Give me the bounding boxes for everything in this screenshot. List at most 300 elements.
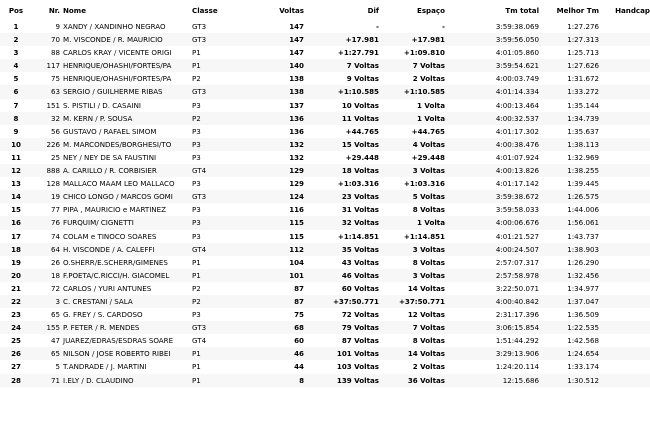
cell-voltas: 104 — [244, 256, 304, 269]
cell-tm-total: 3:29:13.906 — [445, 347, 539, 360]
cell-espaco: +1:10.585 — [379, 85, 445, 98]
header-espaco[interactable]: Espaço — [416, 5, 445, 15]
cell-nr: 32 — [32, 112, 60, 125]
cell-tm-total: 4:00:13.464 — [445, 99, 539, 112]
cell-dif: 35 Voltas — [304, 243, 379, 256]
cell-voltas: 115 — [244, 216, 304, 229]
cell-dif: 11 Voltas — [304, 112, 379, 125]
cell-espaco: 2 Voltas — [379, 72, 445, 85]
cell-espaco: +44.765 — [379, 125, 445, 138]
cell-espaco: 1 Volta — [379, 99, 445, 112]
cell-nr: 155 — [32, 321, 60, 334]
cell-handcap — [599, 203, 650, 216]
cell-melhor-tm: 1:38.113 — [539, 138, 599, 151]
cell-pos: 3 — [0, 46, 32, 59]
cell-voltas: 101 — [244, 269, 304, 282]
cell-voltas: 75 — [244, 308, 304, 321]
cell-nome: SERGIO / GUILHERME RIBAS — [60, 85, 192, 98]
cell-melhor-tm: 1:26.290 — [539, 256, 599, 269]
cell-dif: 9 Voltas — [304, 72, 379, 85]
cell-melhor-tm: 1:43.737 — [539, 230, 599, 243]
cell-tm-total: 2:57:58.978 — [445, 269, 539, 282]
table-row[interactable] — [0, 308, 650, 321]
cell-espaco: 3 Voltas — [379, 269, 445, 282]
cell-voltas: 147 — [244, 46, 304, 59]
cell-tm-total: 4:00:32.537 — [445, 112, 539, 125]
cell-dif: 72 Voltas — [304, 308, 379, 321]
cell-voltas: 68 — [244, 321, 304, 334]
cell-pos: 17 — [0, 230, 32, 243]
cell-dif: 10 Voltas — [304, 99, 379, 112]
cell-classe: P1 — [192, 256, 244, 269]
cell-handcap — [599, 334, 650, 347]
cell-nome: HENRIQUE/OHASHI/FORTES/PA — [60, 59, 192, 72]
table-row[interactable] — [0, 164, 650, 177]
cell-tm-total: 3:22:50.071 — [445, 282, 539, 295]
cell-pos: 11 — [0, 151, 32, 164]
table-row[interactable] — [0, 256, 650, 269]
cell-dif: +1:10.585 — [304, 85, 379, 98]
table-row[interactable] — [0, 99, 650, 112]
cell-classe: P2 — [192, 72, 244, 85]
cell-voltas: 87 — [244, 282, 304, 295]
cell-pos: 4 — [0, 59, 32, 72]
cell-pos: 21 — [0, 282, 32, 295]
cell-classe: P1 — [192, 374, 244, 387]
table-row[interactable] — [0, 347, 650, 360]
cell-handcap — [599, 282, 650, 295]
cell-voltas: 46 — [244, 347, 304, 360]
cell-voltas: 140 — [244, 59, 304, 72]
cell-melhor-tm: 1:35.144 — [539, 99, 599, 112]
cell-dif: 101 Voltas — [304, 347, 379, 360]
cell-espaco: +1:03.316 — [379, 177, 445, 190]
cell-nr: 70 — [32, 33, 60, 46]
cell-pos: 13 — [0, 177, 32, 190]
cell-pos: 24 — [0, 321, 32, 334]
cell-dif: 31 Voltas — [304, 203, 379, 216]
cell-voltas: 129 — [244, 177, 304, 190]
table-row[interactable] — [0, 72, 650, 85]
cell-nr: 64 — [32, 243, 60, 256]
cell-dif: +44.765 — [304, 125, 379, 138]
cell-classe: P3 — [192, 138, 244, 151]
cell-classe: GT4 — [192, 334, 244, 347]
cell-nome: I.ELY / D. CLAUDINO — [60, 374, 192, 387]
cell-voltas: 136 — [244, 125, 304, 138]
cell-nome: O.SHERR/E.SCHERR/GIMENES — [60, 256, 192, 269]
cell-nr: 65 — [32, 308, 60, 321]
cell-nr: 72 — [32, 282, 60, 295]
cell-nome: T.ANDRADE / J. MARTINI — [60, 360, 192, 373]
cell-melhor-tm: 1:38.255 — [539, 164, 599, 177]
cell-classe: GT3 — [192, 33, 244, 46]
cell-nr: 88 — [32, 46, 60, 59]
cell-espaco: 5 Voltas — [379, 190, 445, 203]
cell-melhor-tm: 1:31.672 — [539, 72, 599, 85]
cell-pos: 7 — [0, 99, 32, 112]
cell-nome: NEY / NEY DE SA FAUSTINI — [60, 151, 192, 164]
cell-classe: GT3 — [192, 85, 244, 98]
cell-nome: P. FETER / R. MENDES — [60, 321, 192, 334]
cell-tm-total: 4:00:24.507 — [445, 243, 539, 256]
cell-melhor-tm: 1:34.977 — [539, 282, 599, 295]
cell-dif: +17.981 — [304, 33, 379, 46]
cell-classe: P1 — [192, 347, 244, 360]
cell-espaco: 1 Volta — [379, 112, 445, 125]
cell-handcap — [599, 177, 650, 190]
cell-melhor-tm: 1:39.445 — [539, 177, 599, 190]
results-body — [0, 20, 650, 387]
cell-espaco: 7 Voltas — [379, 59, 445, 72]
cell-espaco: 4 Voltas — [379, 138, 445, 151]
cell-melhor-tm: 1:42.568 — [539, 334, 599, 347]
cell-melhor-tm: 1:25.713 — [539, 46, 599, 59]
cell-tm-total: 4:01:07.924 — [445, 151, 539, 164]
cell-espaco: 3 Voltas — [379, 243, 445, 256]
table-row[interactable] — [0, 321, 650, 334]
cell-handcap — [599, 112, 650, 125]
cell-handcap — [599, 269, 650, 282]
cell-tm-total: 4:01:17.142 — [445, 177, 539, 190]
cell-pos: 15 — [0, 203, 32, 216]
cell-nr: 226 — [32, 138, 60, 151]
cell-handcap — [599, 256, 650, 269]
cell-tm-total: 3:06:15.854 — [445, 321, 539, 334]
cell-handcap — [599, 308, 650, 321]
cell-classe: P1 — [192, 360, 244, 373]
table-row[interactable] — [0, 295, 650, 308]
cell-nome: COLAM e TINOCO SOARES — [60, 230, 192, 243]
cell-melhor-tm: 1:27.313 — [539, 33, 599, 46]
cell-pos: 18 — [0, 243, 32, 256]
cell-classe: P2 — [192, 112, 244, 125]
cell-nr: 56 — [32, 125, 60, 138]
cell-voltas: 112 — [244, 243, 304, 256]
cell-classe: P3 — [192, 99, 244, 112]
cell-handcap — [599, 321, 650, 334]
cell-voltas: 138 — [244, 72, 304, 85]
cell-pos: 1 — [0, 20, 32, 33]
cell-classe: P3 — [192, 125, 244, 138]
cell-classe: P1 — [192, 46, 244, 59]
cell-espaco: 1 Volta — [379, 216, 445, 229]
cell-classe: GT4 — [192, 164, 244, 177]
table-row[interactable] — [0, 138, 650, 151]
cell-tm-total: 2:57:07.317 — [445, 256, 539, 269]
cell-classe: P3 — [192, 203, 244, 216]
cell-voltas: 124 — [244, 190, 304, 203]
header-melhor-tm[interactable]: Melhor Tm — [556, 5, 599, 15]
header-pos[interactable]: Pos — [8, 5, 24, 15]
table-row[interactable] — [0, 59, 650, 72]
cell-voltas: 132 — [244, 138, 304, 151]
cell-handcap — [599, 360, 650, 373]
table-row[interactable] — [0, 282, 650, 295]
header-nr[interactable]: Nr. — [48, 5, 60, 15]
cell-tm-total: 4:00:03.749 — [445, 72, 539, 85]
cell-espaco: 14 Voltas — [379, 282, 445, 295]
cell-handcap — [599, 72, 650, 85]
cell-dif: 103 Voltas — [304, 360, 379, 373]
cell-espaco: +37:50.771 — [379, 295, 445, 308]
cell-pos: 25 — [0, 334, 32, 347]
cell-classe: P1 — [192, 59, 244, 72]
cell-dif: 43 Voltas — [304, 256, 379, 269]
cell-nr: 26 — [32, 256, 60, 269]
cell-melhor-tm: 1:30.512 — [539, 374, 599, 387]
cell-nome: GUSTAVO / RAFAEL SIMOM — [60, 125, 192, 138]
table-row[interactable] — [0, 374, 650, 387]
table-row[interactable] — [0, 334, 650, 347]
cell-melhor-tm: 1:36.509 — [539, 308, 599, 321]
cell-nome: CHICO LONGO / MARCOS GOMI — [60, 190, 192, 203]
cell-pos: 14 — [0, 190, 32, 203]
cell-nome: MALLACO MAAM LEO MALLACO — [60, 177, 192, 190]
cell-nome: M. KERN / P. SOUSA — [60, 112, 192, 125]
table-row[interactable] — [0, 85, 650, 98]
cell-dif: 46 Voltas — [304, 269, 379, 282]
cell-espaco: 7 Voltas — [379, 321, 445, 334]
cell-espaco: +1:14.851 — [379, 230, 445, 243]
cell-tm-total: 4:00:06.676 — [445, 216, 539, 229]
cell-dif: 18 Voltas — [304, 164, 379, 177]
cell-tm-total: 12:15.686 — [445, 374, 539, 387]
cell-tm-total: 3:59:38.672 — [445, 190, 539, 203]
cell-dif: 139 Voltas — [304, 374, 379, 387]
cell-melhor-tm: 1:27.276 — [539, 20, 599, 33]
cell-nr: 65 — [32, 347, 60, 360]
cell-nr: 19 — [32, 190, 60, 203]
table-row[interactable] — [0, 216, 650, 229]
cell-nr: 3 — [32, 295, 60, 308]
cell-handcap — [599, 374, 650, 387]
cell-voltas: 147 — [244, 20, 304, 33]
header-nome[interactable]: Nome — [63, 5, 87, 15]
cell-melhor-tm: 1:22.535 — [539, 321, 599, 334]
cell-nr: 63 — [32, 85, 60, 98]
table-row[interactable] — [0, 125, 650, 138]
cell-espaco: 36 Voltas — [379, 374, 445, 387]
cell-dif: 15 Voltas — [304, 138, 379, 151]
header-voltas[interactable]: Voltas — [279, 5, 304, 15]
cell-handcap — [599, 295, 650, 308]
cell-handcap — [599, 20, 650, 33]
table-row[interactable] — [0, 190, 650, 203]
cell-nome: PIPA , MAURICIO e MARTINEZ — [60, 203, 192, 216]
cell-espaco: 8 Voltas — [379, 203, 445, 216]
table-row[interactable] — [0, 112, 650, 125]
cell-nome: G. FREY / S. CARDOSO — [60, 308, 192, 321]
table-row[interactable] — [0, 151, 650, 164]
cell-espaco: 2 Voltas — [379, 360, 445, 373]
cell-dif: +1:27.791 — [304, 46, 379, 59]
cell-classe: P3 — [192, 308, 244, 321]
cell-espaco: +17.981 — [379, 33, 445, 46]
cell-classe: P2 — [192, 295, 244, 308]
cell-tm-total: 3:59:54.621 — [445, 59, 539, 72]
cell-voltas: 137 — [244, 99, 304, 112]
cell-nome: A. CARILLO / R. CORBISIER — [60, 164, 192, 177]
cell-nome: C. CRESTANI / SALA — [60, 295, 192, 308]
cell-nr: 76 — [32, 216, 60, 229]
cell-classe: GT3 — [192, 190, 244, 203]
cell-nr: 18 — [32, 269, 60, 282]
cell-tm-total: 2:31:17.396 — [445, 308, 539, 321]
cell-voltas: 132 — [244, 151, 304, 164]
cell-tm-total: 4:00:13.826 — [445, 164, 539, 177]
table-row[interactable] — [0, 243, 650, 256]
cell-dif: 32 Voltas — [304, 216, 379, 229]
cell-handcap — [599, 216, 650, 229]
cell-dif: +37:50.771 — [304, 295, 379, 308]
cell-tm-total: 1:24:20.114 — [445, 360, 539, 373]
cell-espaco: +1:09.810 — [379, 46, 445, 59]
cell-handcap — [599, 151, 650, 164]
cell-pos: 5 — [0, 72, 32, 85]
cell-voltas: 60 — [244, 334, 304, 347]
header-classe[interactable]: Classe — [192, 5, 218, 15]
cell-dif: 7 Voltas — [304, 59, 379, 72]
cell-espaco: 8 Voltas — [379, 256, 445, 269]
cell-dif: +1:03.316 — [304, 177, 379, 190]
cell-nr: 77 — [32, 203, 60, 216]
cell-handcap — [599, 243, 650, 256]
cell-classe: GT4 — [192, 243, 244, 256]
cell-nome: M. MARCONDES/BORGHESI/TO — [60, 138, 192, 151]
cell-dif: 79 Voltas — [304, 321, 379, 334]
table-row[interactable] — [0, 203, 650, 216]
cell-melhor-tm: 1:34.739 — [539, 112, 599, 125]
table-row[interactable] — [0, 20, 650, 33]
cell-dif: 87 Voltas — [304, 334, 379, 347]
cell-melhor-tm: 1:44.006 — [539, 203, 599, 216]
cell-nome: HENRIQUE/OHASHI/FORTES/PA — [60, 72, 192, 85]
cell-voltas: 116 — [244, 203, 304, 216]
cell-melhor-tm: 1:26.575 — [539, 190, 599, 203]
cell-nr: 5 — [32, 360, 60, 373]
header-row — [0, 0, 650, 20]
cell-voltas: 8 — [244, 374, 304, 387]
cell-melhor-tm: 1:32.456 — [539, 269, 599, 282]
table-row[interactable] — [0, 46, 650, 59]
cell-melhor-tm: 1:33.174 — [539, 360, 599, 373]
cell-nome: F.POETA/C.RICCI/H. GIACOMEL — [60, 269, 192, 282]
cell-espaco: 12 Voltas — [379, 308, 445, 321]
cell-tm-total: 4:01:21.527 — [445, 230, 539, 243]
cell-pos: 10 — [0, 138, 32, 151]
table-row[interactable] — [0, 230, 650, 243]
cell-melhor-tm: 1:56.061 — [539, 216, 599, 229]
cell-pos: 19 — [0, 256, 32, 269]
cell-nome: S. PISTILI / D. CASAINI — [60, 99, 192, 112]
cell-tm-total: 4:01:14.334 — [445, 85, 539, 98]
cell-voltas: 138 — [244, 85, 304, 98]
cell-nome: M. VISCONDE / R. MAURICIO — [60, 33, 192, 46]
cell-melhor-tm: 1:38.903 — [539, 243, 599, 256]
cell-classe: P3 — [192, 151, 244, 164]
cell-nr: 151 — [32, 99, 60, 112]
cell-nr: 117 — [32, 59, 60, 72]
table-row[interactable] — [0, 360, 650, 373]
cell-voltas: 44 — [244, 360, 304, 373]
cell-dif: - — [304, 20, 379, 33]
cell-handcap — [599, 164, 650, 177]
cell-pos: 20 — [0, 269, 32, 282]
cell-pos: 28 — [0, 374, 32, 387]
cell-handcap — [599, 125, 650, 138]
cell-handcap — [599, 59, 650, 72]
cell-classe: P2 — [192, 282, 244, 295]
cell-voltas: 87 — [244, 295, 304, 308]
cell-handcap — [599, 33, 650, 46]
cell-pos: 6 — [0, 85, 32, 98]
table-row[interactable] — [0, 269, 650, 282]
cell-handcap — [599, 190, 650, 203]
cell-classe: GT3 — [192, 20, 244, 33]
cell-nome: CARLOS KRAY / VICENTE ORIGI — [60, 46, 192, 59]
cell-tm-total: 3:59:56.050 — [445, 33, 539, 46]
cell-dif: 60 Voltas — [304, 282, 379, 295]
cell-voltas: 115 — [244, 230, 304, 243]
cell-tm-total: 4:00:38.476 — [445, 138, 539, 151]
header-tm-total[interactable]: Tm total — [505, 5, 539, 15]
cell-handcap — [599, 46, 650, 59]
cell-dif: 23 Voltas — [304, 190, 379, 203]
cell-nr: 25 — [32, 151, 60, 164]
header-dif[interactable]: Dif — [367, 5, 379, 15]
cell-dif: +29.448 — [304, 151, 379, 164]
cell-melhor-tm: 1:37.047 — [539, 295, 599, 308]
cell-classe: GT3 — [192, 321, 244, 334]
cell-pos: 26 — [0, 347, 32, 360]
cell-espaco: 3 Voltas — [379, 164, 445, 177]
cell-pos: 9 — [0, 125, 32, 138]
cell-nr: 71 — [32, 374, 60, 387]
cell-espaco: - — [379, 20, 445, 33]
cell-pos: 27 — [0, 360, 32, 373]
cell-melhor-tm: 1:24.654 — [539, 347, 599, 360]
cell-pos: 22 — [0, 295, 32, 308]
cell-pos: 2 — [0, 33, 32, 46]
table-row[interactable] — [0, 177, 650, 190]
cell-nome: H. VISCONDE / A. CALEFFI — [60, 243, 192, 256]
cell-nome: XANDY / XANDINHO NEGRAO — [60, 20, 192, 33]
cell-pos: 16 — [0, 216, 32, 229]
cell-handcap — [599, 347, 650, 360]
cell-nr: 75 — [32, 72, 60, 85]
cell-melhor-tm: 1:33.272 — [539, 85, 599, 98]
cell-espaco: 14 Voltas — [379, 347, 445, 360]
cell-handcap — [599, 99, 650, 112]
cell-nr: 47 — [32, 334, 60, 347]
cell-pos: 23 — [0, 308, 32, 321]
table-row[interactable] — [0, 33, 650, 46]
header-handcap[interactable]: Handcap — [615, 5, 650, 15]
cell-nr: 888 — [32, 164, 60, 177]
cell-dif: +1:14.851 — [304, 230, 379, 243]
cell-tm-total: 4:01:17.302 — [445, 125, 539, 138]
cell-voltas: 136 — [244, 112, 304, 125]
cell-pos: 8 — [0, 112, 32, 125]
cell-nr: 74 — [32, 230, 60, 243]
cell-nome: FURQUIM/ CIGNETTI — [60, 216, 192, 229]
cell-espaco: +29.448 — [379, 151, 445, 164]
cell-espaco: 8 Voltas — [379, 334, 445, 347]
cell-pos: 12 — [0, 164, 32, 177]
cell-voltas: 129 — [244, 164, 304, 177]
cell-tm-total: 1:51:44.292 — [445, 334, 539, 347]
